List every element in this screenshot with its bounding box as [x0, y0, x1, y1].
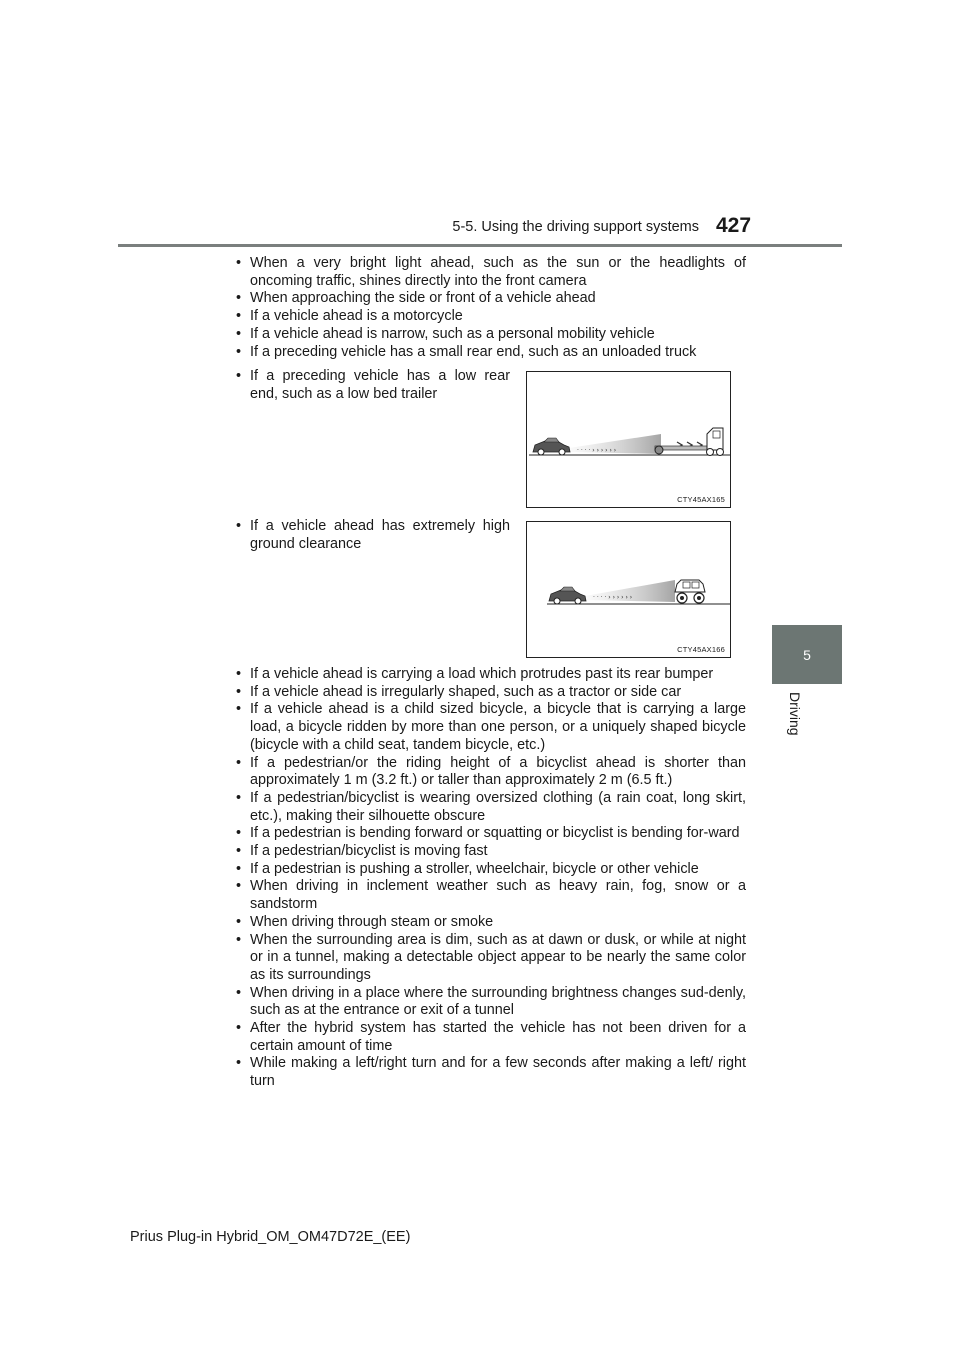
list-item: • If a vehicle ahead is narrow, such as a personal mobility vehicle	[228, 326, 746, 344]
list-item: • When a very bright light ahead, such as the sun or the headlights of oncoming traffic, shines directly into the front camera	[228, 255, 746, 290]
list-item: • If a preceding vehicle has a small rear end, such as an unloaded truck	[228, 344, 746, 362]
figure-2-caption	[228, 518, 510, 553]
list-item: • If a pedestrian/bicyclist is wearing oversized clothing (a rain coat, long skirt, etc.), making their silhouette obscure	[228, 790, 746, 825]
page-number: 427	[716, 214, 752, 237]
list-item: • While making a left/right turn and for a few seconds after making a left/ right turn	[228, 1055, 746, 1090]
list-item: • If a pedestrian/or the riding height of a bicyclist ahead is shorter than approximately 1 m (3.2 ft.) or taller than approximately 2 m (6.5 ft.)	[228, 755, 746, 790]
chapter-label: Driving	[787, 692, 803, 736]
list-item: • If a pedestrian is bending forward or squatting or bicyclist is bending for-ward	[228, 825, 746, 843]
list-item: • If a vehicle ahead is a child sized bicycle, a bicycle that is carrying a large load, a bicycle ridden by more than one person, or a uniquely shaped bicycle (bicycle with a child seat, tandem bicycle, etc.)	[228, 701, 746, 754]
list-item: • When driving in inclement weather such as heavy rain, fog, snow or a sandstorm	[228, 878, 746, 913]
list-item: • When driving in a place where the surrounding brightness changes sud-denly, such as at the entrance or exit of a tunnel	[228, 985, 746, 1020]
condition-list-top	[228, 255, 746, 361]
header-divider	[118, 244, 842, 247]
svg-text:· · · · › › › › › ›: · · · · › › › › › ›	[593, 594, 633, 601]
figure-high-clearance	[526, 521, 731, 658]
list-item: • If a pedestrian/bicyclist is moving fast	[228, 843, 746, 861]
list-item: • If a pedestrian is pushing a stroller, wheelchair, bicycle or other vehicle	[228, 861, 746, 879]
high-clearance-vehicle-illustration	[527, 522, 732, 659]
chapter-tab	[772, 625, 842, 684]
list-item: • When approaching the side or front of a vehicle ahead	[228, 290, 746, 308]
list-item: • When driving through steam or smoke	[228, 914, 746, 932]
list-item: • If a vehicle ahead is carrying a load which protrudes past its rear bumper	[228, 666, 746, 684]
list-item: • If a preceding vehicle has a low rear end, such as a low bed trailer	[228, 368, 510, 403]
list-item: • If a vehicle ahead has extremely high ground clearance	[228, 518, 510, 553]
condition-list-bottom	[228, 666, 746, 1091]
list-item: • After the hybrid system has started the vehicle has not been driven for a certain amount of time	[228, 1020, 746, 1055]
figure-low-bed-trailer	[526, 371, 731, 508]
chapter-number: 5	[803, 646, 811, 663]
figure-code: CTY45AX165	[677, 495, 725, 504]
svg-text:· · · · › › › › › ›: · · · · › › › › › ›	[577, 447, 617, 454]
list-item: • If a vehicle ahead is irregularly shaped, such as a tractor or side car	[228, 684, 746, 702]
section-title: 5-5. Using the driving support systems	[452, 219, 699, 235]
list-item: • When the surrounding area is dim, such as at dawn or dusk, or while at night or in a tunnel, making a detectable object appear to be nearly the same color as its surroundings	[228, 932, 746, 985]
figure-1-caption	[228, 368, 510, 403]
document-id: Prius Plug-in Hybrid_OM_OM47D72E_(EE)	[130, 1229, 411, 1245]
list-item: • If a vehicle ahead is a motorcycle	[228, 308, 746, 326]
low-bed-trailer-illustration	[527, 372, 732, 509]
figure-code: CTY45AX166	[677, 645, 725, 654]
